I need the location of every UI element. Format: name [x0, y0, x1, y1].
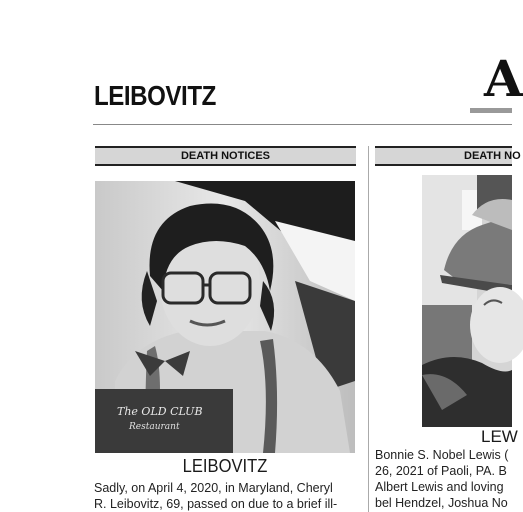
obituary-name-right: LEW [481, 427, 518, 446]
photo-sign-line2: Restaurant [129, 422, 180, 432]
text-line: Bonnie S. Nobel Lewis ( [375, 448, 509, 462]
text-line: R. Leibovitz, 69, passed on due to a brief ill- [94, 497, 338, 511]
section-title-left: DEATH NOTICES [180, 150, 271, 162]
text-line: Albert Lewis and loving [375, 480, 504, 494]
photo-sign-line1: The OLD CLUB [117, 405, 203, 418]
obituary-text-left [94, 480, 358, 512]
obituary-name-left: LEIBOVITZ [182, 456, 268, 476]
column-divider [368, 146, 369, 512]
obituary-text-right [375, 447, 512, 511]
obituary-photo-left [95, 181, 355, 453]
text-line: bel Hendzel, Joshua No [375, 496, 508, 510]
masthead-letter: A [484, 49, 523, 108]
masthead-rule [470, 108, 512, 113]
section-bar-left [95, 146, 356, 166]
header-rule [93, 124, 512, 125]
section-title-right: DEATH NO [464, 150, 521, 162]
page-header-surname: LEIBOVITZ [94, 80, 216, 111]
obituary-photo-right [422, 175, 512, 427]
text-line: Sadly, on April 4, 2020, in Maryland, Cheryl [94, 481, 333, 495]
text-line: 26, 2021 of Paoli, PA. B [375, 464, 507, 478]
section-bar-right [375, 146, 521, 166]
